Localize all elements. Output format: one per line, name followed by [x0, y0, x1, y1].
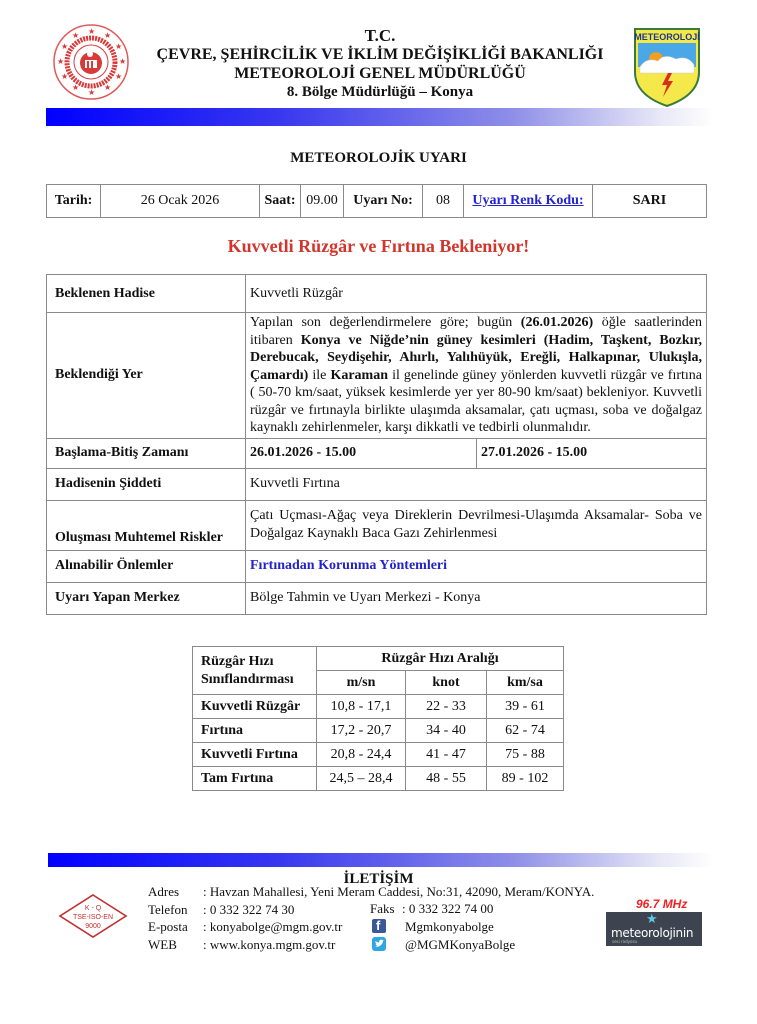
ministry-seal-logo [52, 23, 130, 101]
facebook-link[interactable]: Mgmkonyabolge [405, 919, 494, 934]
svg-text:★: ★ [88, 27, 96, 36]
place-date: (26.01.2026) [520, 315, 594, 330]
row-start-end-time [47, 438, 707, 468]
radio-sub: sesi radyosu [612, 939, 638, 944]
wind-class-name: Kuvvetli Fırtına [193, 743, 317, 767]
wind-range-header: Rüzgâr Hızı Aralığı [317, 647, 564, 671]
event-value: Kuvvetli Rüzgâr [246, 275, 707, 313]
phone-label: Telefon [148, 901, 188, 917]
time-value: 09.00 [301, 185, 344, 218]
unit-ms: m/sn [317, 671, 406, 695]
header-ministry: ÇEVRE, ŞEHİRCİLİK VE İKLİM DEĞİŞİKLİĞİ BAKANLIĞI [156, 46, 604, 63]
logo-text: METEOROLOJİ [634, 32, 700, 42]
wind-knot: 48 - 55 [406, 767, 487, 791]
radio-name: meteorolojinin [611, 926, 694, 940]
svg-text:★: ★ [72, 31, 80, 40]
fax-value: : 0 332 322 74 00 [402, 901, 494, 916]
time-label: Saat: [260, 185, 301, 218]
measures-cell [246, 550, 707, 582]
footer-gradient-bar [48, 853, 714, 867]
wind-kmh: 62 - 74 [487, 719, 564, 743]
twitter-icon [372, 937, 386, 951]
row-center [47, 582, 707, 614]
svg-text:★: ★ [88, 88, 96, 97]
warning-details-table [46, 274, 707, 615]
unit-kmh: km/sa [487, 671, 564, 695]
header-directorate: METEOROLOJİ GENEL MÜDÜRLÜĞÜ [234, 65, 526, 82]
wind-class-name: Fırtına [193, 719, 317, 743]
iso-line2: TSE-ISO-EN [72, 914, 114, 921]
row-severity [47, 468, 707, 500]
severity-value: Kuvvetli Fırtına [246, 468, 707, 500]
fax-label: Faks [370, 901, 395, 916]
wind-kmh: 89 - 102 [487, 767, 564, 791]
wind-ms: 10,8 - 17,1 [317, 695, 406, 719]
risks-value: Çatı Uçması-Ağaç veya Direklerin Devrilmesi-Ulaşımda Aksamalar- Soba ve Doğalgaz Kaynaklı Baca Gazı Zehirlenmesi [246, 500, 707, 550]
contact-labels [148, 883, 188, 953]
place-text: öğle saatlerinden itibaren [250, 315, 702, 348]
wind-class-name: Tam Fırtına [193, 767, 317, 791]
svg-text:★: ★ [57, 57, 65, 66]
measures-label: Alınabilir Önlemler [47, 550, 246, 582]
phone-value: : 0 332 322 74 30 [203, 901, 295, 917]
header [150, 26, 610, 102]
measures-link[interactable]: Fırtınadan Korunma Yöntemleri [250, 558, 448, 573]
svg-text:★: ★ [61, 72, 69, 81]
web-link[interactable]: : www.konya.mgm.gov.tr [203, 936, 336, 952]
header-region: 8. Bölge Müdürlüğü – Konya [286, 84, 474, 100]
email-link[interactable]: : konyabolge@mgm.gov.tr [203, 919, 343, 934]
color-code-link[interactable]: Uyarı Renk Kodu: [472, 193, 584, 208]
svg-text:★: ★ [104, 31, 112, 40]
svg-text:★: ★ [115, 42, 123, 51]
date-value: 26 Ocak 2026 [101, 185, 260, 218]
time-range-label: Başlama-Bitiş Zamanı [47, 438, 246, 468]
place-text: Yapılan son değerlendirmelere göre; bugün [250, 315, 521, 330]
contact-title: İLETİŞİM [343, 871, 414, 887]
iso-9000-badge [58, 893, 128, 939]
svg-text:★: ★ [61, 42, 69, 51]
wind-knot: 41 - 47 [406, 743, 487, 767]
place-text: il genelinde güney yönlerden kuvvetli rüzgâr ve fırtına ( 50-70 km/saat, yüksek kesimlerde yer yer 80-90 km/saat) bekleniyor. Kuvvetli rüzgâr ve fırtınayla birlikte ulaşımda aksamalar, çatı uçması, soba ve doğalgaz kaynaklı zehirlenmeler, karşı dikkatli ve tedbirli olunmalıdır. [250, 367, 702, 435]
wind-row [193, 743, 564, 767]
risks-label: Oluşması Muhtemel Riskler [47, 500, 246, 550]
svg-text:★: ★ [104, 83, 112, 92]
event-label: Beklenen Hadise [47, 275, 246, 313]
wind-knot: 22 - 33 [406, 695, 487, 719]
start-time: 26.01.2026 - 15.00 [246, 438, 477, 468]
meteoroloji-shield-logo [632, 27, 702, 107]
radio-logo [606, 912, 702, 946]
header-line-tc: T.C. [364, 26, 396, 45]
place-value [246, 313, 707, 439]
email-label: E-posta [148, 919, 188, 934]
center-label: Uyarı Yapan Merkez [47, 582, 246, 614]
iso-line1: K - Q [84, 905, 102, 912]
wind-row [193, 767, 564, 791]
wind-ms: 17,2 - 20,7 [317, 719, 406, 743]
wind-ms: 20,8 - 24,4 [317, 743, 406, 767]
wind-row [193, 695, 564, 719]
row-measures [47, 550, 707, 582]
contact-values [203, 883, 594, 953]
color-code-value: SARI [593, 185, 707, 218]
twitter-link[interactable]: @MGMKonyaBolge [405, 937, 516, 952]
warning-headline: Kuvvetli Rüzgâr ve Fırtına Bekleniyor! [227, 236, 530, 256]
web-label: WEB [148, 936, 177, 952]
wind-ms: 24,5 – 28,4 [317, 767, 406, 791]
svg-text:★: ★ [119, 57, 127, 66]
warning-no-value: 08 [423, 185, 464, 218]
place-label: Beklendiği Yer [47, 313, 246, 439]
severity-label: Hadisenin Şiddeti [47, 468, 246, 500]
row-expected-place [47, 313, 707, 439]
address-label: Adres [148, 884, 180, 899]
svg-text:★: ★ [72, 83, 80, 92]
place-karaman: Karaman [330, 367, 389, 383]
iso-line3: 9000 [85, 923, 101, 930]
warning-info-table [46, 184, 707, 218]
wind-row [193, 719, 564, 743]
date-label: Tarih: [47, 185, 101, 218]
center-value: Bölge Tahmin ve Uyarı Merkezi - Konya [246, 582, 707, 614]
row-expected-event [47, 275, 707, 313]
end-time: 27.01.2026 - 15.00 [477, 438, 707, 468]
warning-no-label: Uyarı No: [344, 185, 423, 218]
place-regions: Konya ve Niğde’nin güney kesimleri (Hadim, Taşkent, Bozkır, Derebucak, Seydişehir, Ahırlı, Yalıhüyük, Ereğli, Halkapınar, Ulukışla, Çamardı) [250, 332, 703, 383]
address-value: : Havzan Mahallesi, Yeni Meram Caddesi, No:31, 42090, Meram/KONYA. [203, 884, 595, 899]
header-gradient-bar [46, 108, 714, 126]
star-icon: ★ [646, 911, 658, 926]
row-risks [47, 500, 707, 550]
document-title: METEOROLOJİK UYARI [290, 150, 467, 166]
color-code-cell [464, 185, 593, 218]
wind-kmh: 75 - 88 [487, 743, 564, 767]
svg-text:★: ★ [115, 72, 123, 81]
place-text: ile [308, 367, 331, 383]
wind-class-header: Rüzgâr Hızı Sınıflandırması [193, 647, 317, 695]
facebook-icon: f [372, 919, 386, 933]
wind-class-name: Kuvvetli Rüzgâr [193, 695, 317, 719]
wind-knot: 34 - 40 [406, 719, 487, 743]
unit-knot: knot [406, 671, 487, 695]
wind-kmh: 39 - 61 [487, 695, 564, 719]
wind-speed-table [192, 646, 564, 791]
radio-frequency: 96.7 MHz [636, 897, 688, 911]
